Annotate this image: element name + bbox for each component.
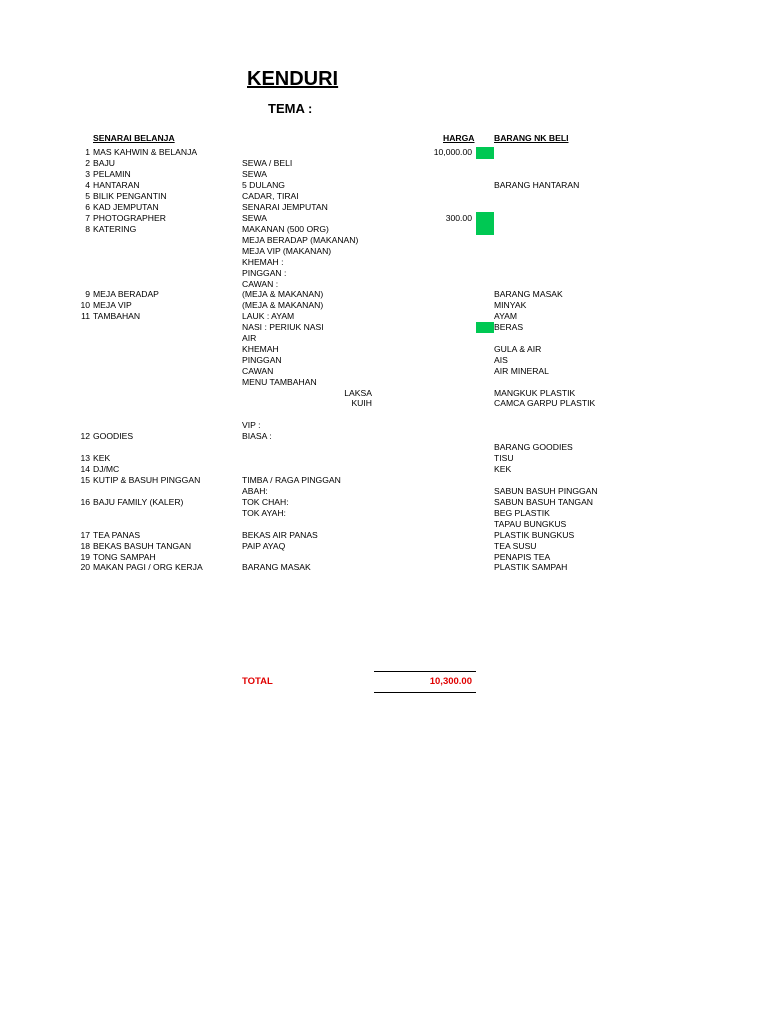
barang-item: TISU bbox=[494, 453, 514, 463]
detail-text: KHEMAH bbox=[242, 344, 279, 354]
item-name: PHOTOGRAPHER bbox=[93, 213, 166, 223]
item-name: GOODIES bbox=[93, 431, 134, 441]
item-number: 7 bbox=[85, 213, 90, 223]
detail-text: TOK CHAH: bbox=[242, 497, 289, 507]
detail-text: CAWAN bbox=[242, 366, 274, 376]
checked-marker bbox=[476, 322, 494, 333]
item-number: 3 bbox=[85, 169, 90, 179]
item-number: 20 bbox=[80, 562, 90, 572]
barang-item: KEK bbox=[494, 464, 512, 474]
barang-item: BARANG MASAK bbox=[494, 289, 563, 299]
barang-item: BEG PLASTIK bbox=[494, 508, 550, 518]
header-barang-nk-beli: BARANG NK BELI bbox=[494, 133, 569, 143]
item-name: KUTIP & BASUH PINGGAN bbox=[93, 475, 201, 485]
barang-item: BERAS bbox=[494, 322, 524, 332]
detail-text: CADAR, TIRAI bbox=[242, 191, 299, 201]
detail-text: PINGGAN : bbox=[242, 268, 287, 278]
item-number: 16 bbox=[80, 497, 90, 507]
item-number: 13 bbox=[80, 453, 90, 463]
barang-item: MANGKUK PLASTIK bbox=[494, 388, 576, 398]
item-name: MEJA VIP bbox=[93, 300, 132, 310]
barang-item: AIS bbox=[494, 355, 508, 365]
total-label: TOTAL bbox=[242, 676, 273, 687]
barang-item: SABUN BASUH TANGAN bbox=[494, 497, 594, 507]
detail-text: MAKANAN (500 ORG) bbox=[242, 224, 329, 234]
detail-text: SEWA bbox=[242, 213, 267, 223]
item-number: 9 bbox=[85, 289, 90, 299]
detail-text: CAWAN : bbox=[242, 279, 279, 289]
item-name: BILIK PENGANTIN bbox=[93, 191, 167, 201]
detail-text: MEJA BERADAP (MAKANAN) bbox=[242, 235, 359, 245]
tema-label: TEMA : bbox=[268, 101, 313, 116]
total-bottom-border bbox=[374, 692, 476, 693]
detail-text: AIR bbox=[242, 333, 257, 343]
detail-text: MEJA VIP (MAKANAN) bbox=[242, 246, 332, 256]
item-number: 8 bbox=[85, 224, 90, 234]
item-name: HANTARAN bbox=[93, 180, 140, 190]
item-number: 18 bbox=[80, 541, 90, 551]
detail-text: SEWA / BELI bbox=[242, 158, 293, 168]
item-name: DJ/MC bbox=[93, 464, 120, 474]
item-name: KEK bbox=[93, 453, 111, 463]
item-number: 17 bbox=[80, 530, 90, 540]
price-cell: 10,000.00 bbox=[433, 147, 472, 157]
barang-item: PLASTIK SAMPAH bbox=[494, 562, 568, 572]
item-number: 11 bbox=[81, 311, 90, 321]
detail-text: TOK AYAH: bbox=[242, 508, 286, 518]
item-name: KAD JEMPUTAN bbox=[93, 202, 159, 212]
detail-text: BEKAS AIR PANAS bbox=[242, 530, 318, 540]
barang-item: AYAM bbox=[494, 311, 518, 321]
detail-text: BARANG MASAK bbox=[242, 562, 311, 572]
header-senarai-belanja: SENARAI BELANJA bbox=[93, 133, 175, 143]
barang-item: CAMCA GARPU PLASTIK bbox=[494, 398, 596, 408]
barang-item: AIR MINERAL bbox=[494, 366, 549, 376]
detail-text: ABAH: bbox=[242, 486, 268, 496]
item-number: 14 bbox=[80, 464, 90, 474]
barang-item: BARANG HANTARAN bbox=[494, 180, 580, 190]
detail-text: MENU TAMBAHAN bbox=[242, 377, 317, 387]
item-number: 2 bbox=[85, 158, 90, 168]
detail-text: SEWA bbox=[242, 169, 267, 179]
detail-text: BIASA : bbox=[242, 431, 272, 441]
detail-text: (MEJA & MAKANAN) bbox=[242, 300, 324, 310]
item-name: PELAMIN bbox=[93, 169, 131, 179]
barang-item: TAPAU BUNGKUS bbox=[494, 519, 567, 529]
barang-item: GULA & AIR bbox=[494, 344, 542, 354]
item-name: BAJU FAMILY (KALER) bbox=[93, 497, 184, 507]
item-number: 12 bbox=[80, 431, 90, 441]
item-number: 1 bbox=[85, 147, 90, 157]
item-name: TONG SAMPAH bbox=[93, 552, 156, 562]
item-number: 15 bbox=[80, 475, 90, 485]
total-top-border bbox=[374, 671, 476, 672]
detail-text: TIMBA / RAGA PINGGAN bbox=[242, 475, 341, 485]
item-name: MAS KAHWIN & BELANJA bbox=[93, 147, 198, 157]
barang-item: PENAPIS TEA bbox=[494, 552, 551, 562]
item-name: MAKAN PAGI / ORG KERJA bbox=[93, 562, 203, 572]
barang-item: MINYAK bbox=[494, 300, 527, 310]
detail-text: PINGGAN bbox=[242, 355, 282, 365]
page-title: KENDURI bbox=[247, 68, 339, 90]
item-number: 10 bbox=[80, 300, 90, 310]
detail-text: LAUK : AYAM bbox=[242, 311, 295, 321]
detail-text: LAKSA bbox=[344, 388, 372, 398]
detail-text: (MEJA & MAKANAN) bbox=[242, 289, 324, 299]
barang-item: PLASTIK BUNGKUS bbox=[494, 530, 575, 540]
detail-text: PAIP AYAQ bbox=[242, 541, 286, 551]
item-name: BEKAS BASUH TANGAN bbox=[93, 541, 192, 551]
detail-text: VIP : bbox=[242, 420, 261, 430]
checked-marker bbox=[476, 212, 494, 235]
item-name: TEA PANAS bbox=[93, 530, 141, 540]
barang-item: TEA SUSU bbox=[494, 541, 537, 551]
checked-marker bbox=[476, 147, 494, 159]
total-value: 10,300.00 bbox=[429, 676, 472, 687]
detail-text: KHEMAH : bbox=[242, 257, 284, 267]
detail-text: KUIH bbox=[351, 398, 372, 408]
barang-item: SABUN BASUH PINGGAN bbox=[494, 486, 598, 496]
item-name: TAMBAHAN bbox=[93, 311, 141, 321]
item-number: 5 bbox=[85, 191, 90, 201]
item-name: MEJA BERADAP bbox=[93, 289, 159, 299]
item-number: 4 bbox=[85, 180, 90, 190]
detail-text: SENARAI JEMPUTAN bbox=[242, 202, 328, 212]
item-name: BAJU bbox=[93, 158, 115, 168]
barang-item: BARANG GOODIES bbox=[494, 442, 573, 452]
item-name: KATERING bbox=[93, 224, 137, 234]
detail-text: 5 DULANG bbox=[242, 180, 285, 190]
item-number: 19 bbox=[80, 552, 90, 562]
item-number: 6 bbox=[85, 202, 90, 212]
detail-text: NASI : PERIUK NASI bbox=[242, 322, 324, 332]
price-cell: 300.00 bbox=[445, 213, 472, 223]
header-harga: HARGA bbox=[443, 133, 475, 143]
